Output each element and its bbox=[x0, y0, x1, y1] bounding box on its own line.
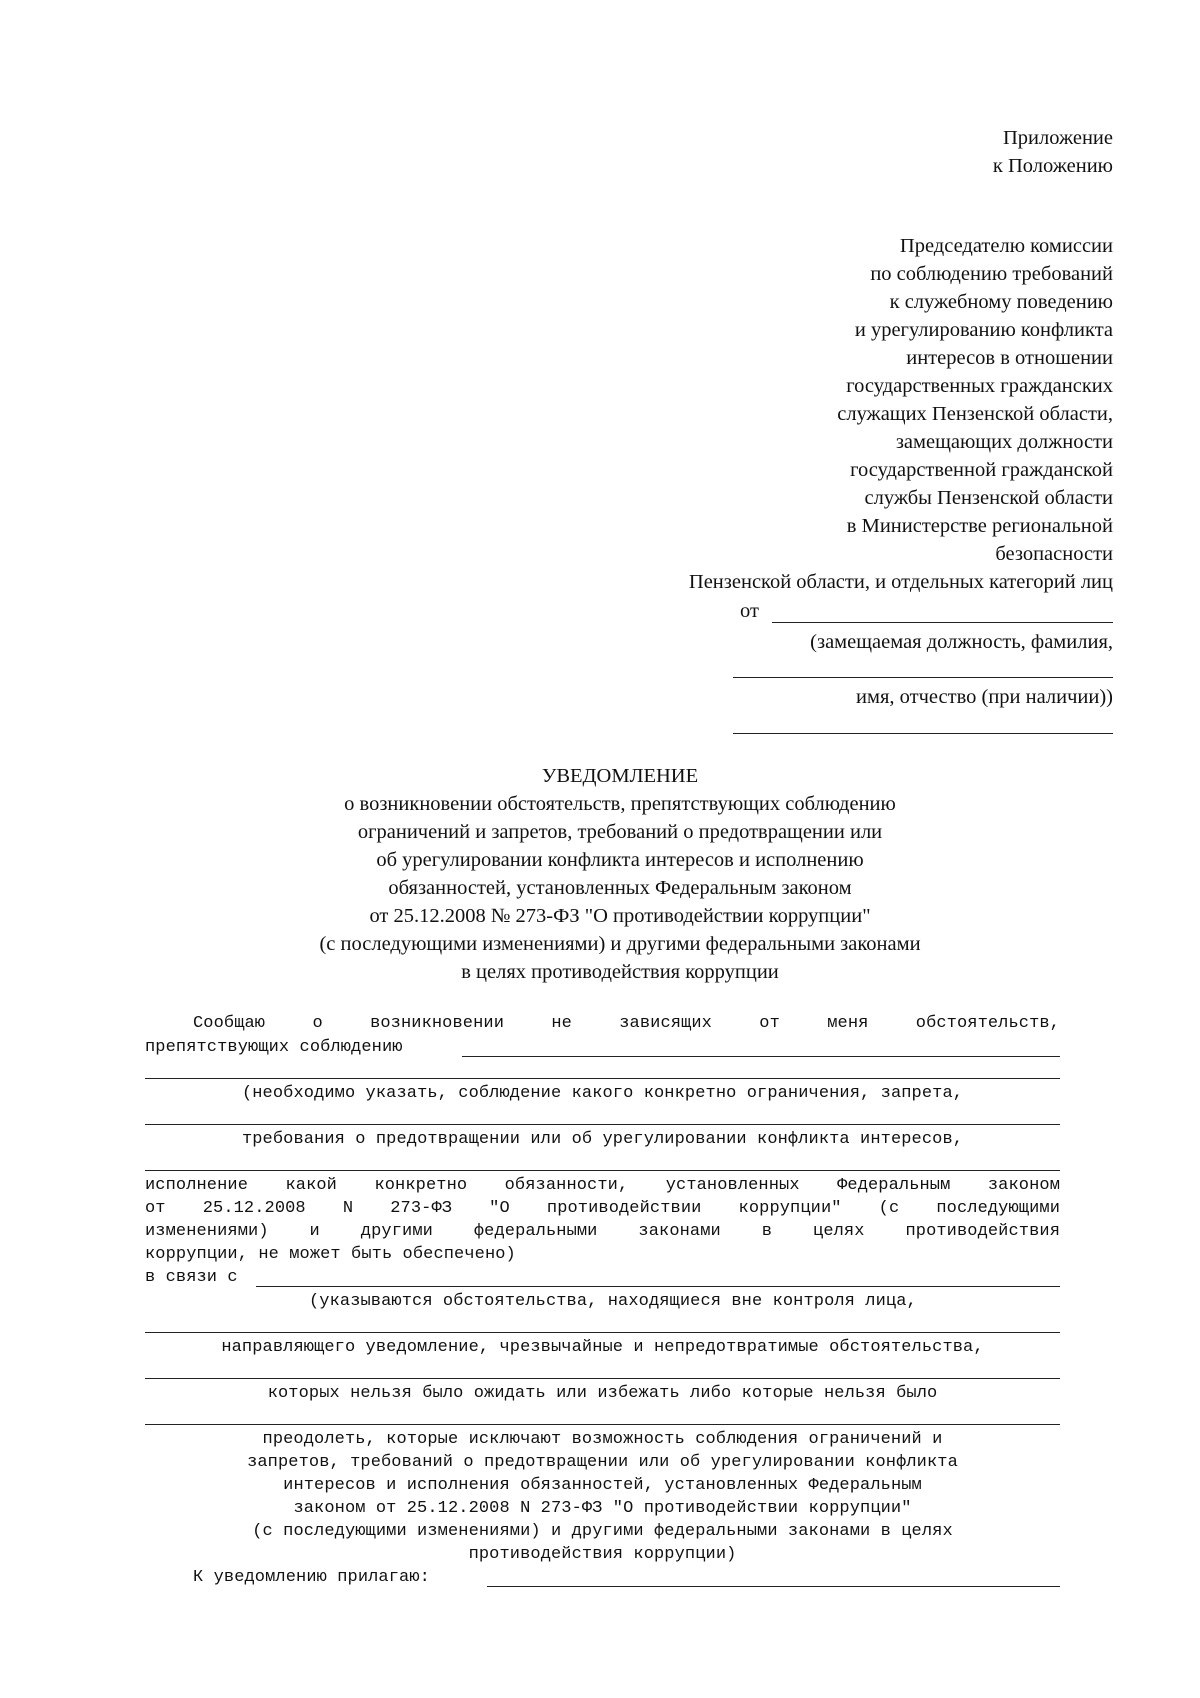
title-line: (с последующими изменениями) и другими федеральными законами bbox=[319, 933, 921, 955]
position-name-caption: (замещаемая должность, фамилия, bbox=[810, 631, 1113, 653]
name-field-line[interactable] bbox=[733, 677, 1113, 678]
reason-field-line-2[interactable] bbox=[145, 1332, 1060, 1333]
appendix-line-2: к Положению bbox=[992, 155, 1113, 177]
title-line: ограничений и запретов, требований о предотвращении или bbox=[357, 821, 883, 843]
title-line: в целях противодействия коррупции bbox=[461, 961, 779, 983]
title-line: об урегулировании конфликта интересов и исполнению bbox=[376, 849, 864, 871]
reason-line-4b: запретов, требований о предотвращении или об урегулировании конфликта bbox=[247, 1453, 958, 1472]
appendix-header bbox=[993, 124, 1113, 180]
reason-line-4d: законом от 25.12.2008 N 273-ФЗ "О противодействии коррупции" bbox=[293, 1499, 912, 1518]
addressee-line: Пензенской области, и отдельных категорий лиц bbox=[688, 571, 1113, 593]
attachment-label: К уведомлению прилагаю: bbox=[193, 1568, 430, 1587]
reason-line-4c: интересов и исполнения обязанностей, установленных Федеральным bbox=[283, 1476, 922, 1495]
reason-line-3: которых нельзя было ожидать или избежать либо которые нельзя было bbox=[267, 1384, 938, 1403]
reason-line-4f: противодействия коррупции) bbox=[468, 1545, 737, 1564]
reason-line-1: (указываются обстоятельства, находящиеся вне контроля лица, bbox=[309, 1292, 917, 1311]
from-label: от bbox=[740, 600, 759, 622]
addressee-line: безопасности bbox=[995, 543, 1113, 565]
title-line: о возникновении обстоятельств, препятствующих соблюдению bbox=[344, 793, 896, 815]
obstacle-field-line[interactable] bbox=[462, 1056, 1060, 1057]
obstacle-field-line-2[interactable] bbox=[145, 1078, 1060, 1079]
addressee-block bbox=[689, 232, 1113, 596]
appendix-line-1: Приложение bbox=[1002, 127, 1113, 149]
hint-line-3a: исполнение какой конкретно обязанности, установленных Федеральным законом bbox=[145, 1176, 1060, 1195]
hint-line-1: (необходимо указать, соблюдение какого конкретно ограничения, запрета, bbox=[241, 1084, 964, 1103]
addressee-line: службы Пензенской области bbox=[864, 487, 1113, 509]
hint-line-3d: коррупции, не может быть обеспечено) bbox=[145, 1245, 516, 1264]
hint-line-3b: от 25.12.2008 N 273-ФЗ "О противодействии коррупции" (с последующими bbox=[145, 1199, 1060, 1218]
obstacle-field-line-3[interactable] bbox=[145, 1124, 1060, 1125]
reason-line-4a: преодолеть, которые исключают возможность соблюдения ограничений и bbox=[262, 1430, 943, 1449]
name-patronymic-caption: имя, отчество (при наличии)) bbox=[856, 686, 1113, 708]
addressee-line: по соблюдению требований bbox=[870, 263, 1113, 285]
addressee-line: интересов в отношении bbox=[906, 347, 1113, 369]
title-main: УВЕДОМЛЕНИЕ bbox=[541, 765, 699, 787]
hint-line-2: требования о предотвращении или об урегулировании конфликта интересов, bbox=[241, 1130, 964, 1149]
reason-field-line-3[interactable] bbox=[145, 1378, 1060, 1379]
extra-field-line[interactable] bbox=[733, 733, 1113, 734]
hint-line-3c: изменениями) и другими федеральными законами в целях противодействия bbox=[145, 1222, 1060, 1241]
from-field-line[interactable] bbox=[772, 622, 1113, 623]
addressee-line: Председателю комиссии bbox=[899, 235, 1113, 257]
in-connection-label: в связи с bbox=[145, 1268, 238, 1287]
reason-line-2: направляющего уведомление, чрезвычайные и непредотвратимые обстоятельства, bbox=[221, 1338, 984, 1357]
addressee-line: и урегулированию конфликта bbox=[854, 319, 1113, 341]
addressee-line: государственных гражданских bbox=[846, 375, 1113, 397]
addressee-line: замещающих должности bbox=[895, 431, 1113, 453]
intro-line-1: Сообщаю о возникновении не зависящих от меня обстоятельств, bbox=[193, 1014, 1060, 1033]
obstacle-field-line-4[interactable] bbox=[145, 1170, 1060, 1171]
intro-line-2: препятствующих соблюдению bbox=[145, 1038, 403, 1057]
document-title bbox=[240, 762, 1000, 986]
title-line: обязанностей, установленных Федеральным законом bbox=[388, 877, 852, 899]
reason-field-line[interactable] bbox=[256, 1286, 1060, 1287]
addressee-line: в Министерстве региональной bbox=[846, 515, 1113, 537]
reason-line-4e: (с последующими изменениями) и другими федеральными законами в целях bbox=[252, 1522, 953, 1541]
addressee-line: служащих Пензенской области, bbox=[837, 403, 1113, 425]
title-line: от 25.12.2008 № 273-ФЗ "О противодействии коррупции" bbox=[369, 905, 871, 927]
addressee-line: государственной гражданской bbox=[850, 459, 1113, 481]
attachment-field-line[interactable] bbox=[487, 1586, 1060, 1587]
reason-field-line-4[interactable] bbox=[145, 1424, 1060, 1425]
addressee-line: к служебному поведению bbox=[889, 291, 1113, 313]
